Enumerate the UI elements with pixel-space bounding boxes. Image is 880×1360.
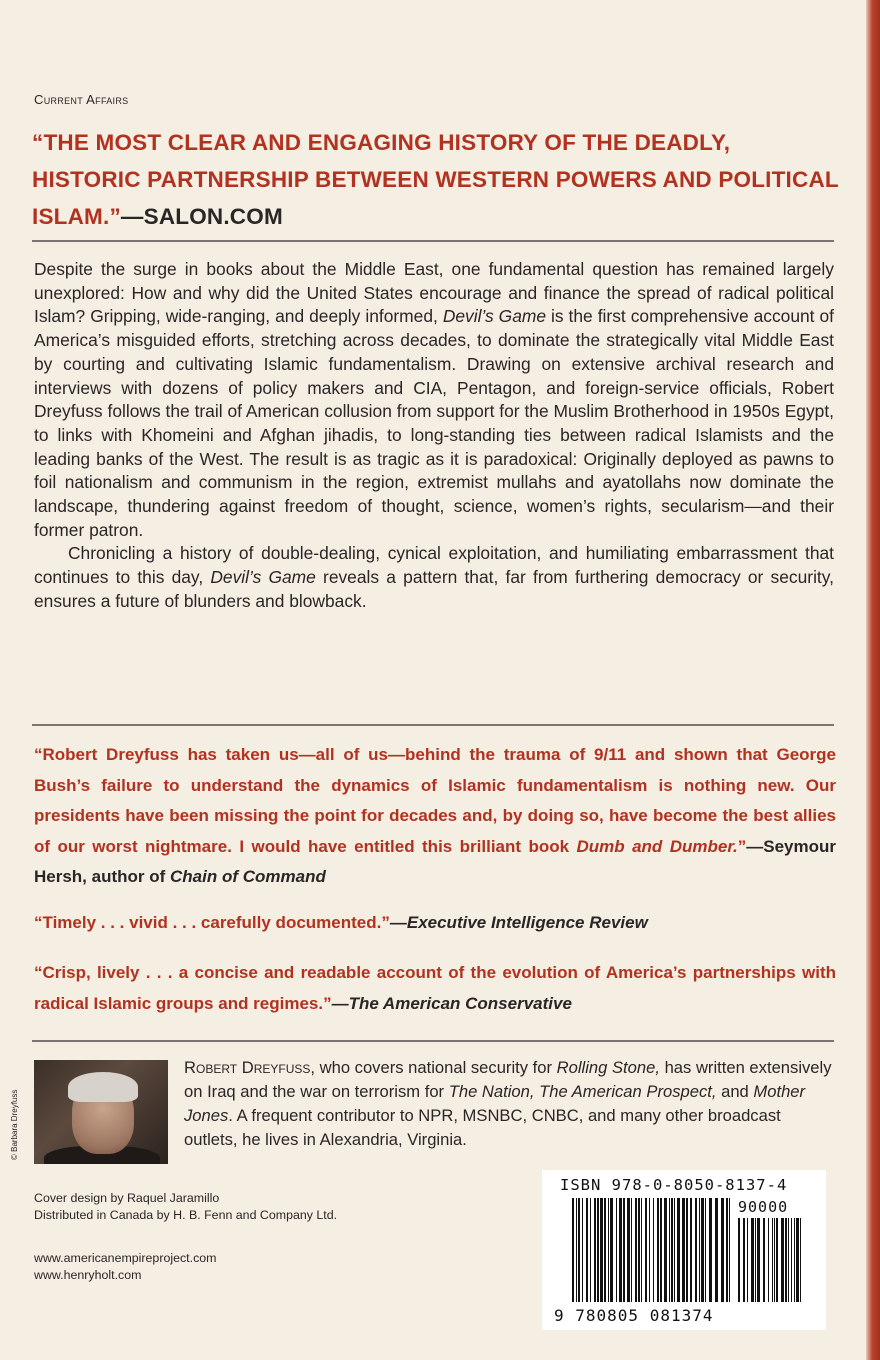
barcode-bar xyxy=(709,1198,712,1302)
headline-text: “THE MOST CLEAR AND ENGAGING HISTORY OF THE DEADLY, HISTORIC PARTNERSHIP BETWEEN WESTERN POWERS AND POLITICAL ISLAM.” xyxy=(32,130,839,229)
barcode-bar xyxy=(590,1198,591,1302)
barcode-bar xyxy=(631,1198,632,1302)
barcode-bar xyxy=(610,1198,613,1302)
barcode-bar xyxy=(671,1198,673,1302)
blurb-title-italic: Dumb and Dumber. xyxy=(576,836,738,856)
divider-rule xyxy=(32,1040,834,1042)
barcode-bar xyxy=(635,1198,637,1302)
headline-quote xyxy=(32,124,844,235)
barcode-addon-bars xyxy=(738,1218,808,1302)
blurb-attribution: — xyxy=(331,993,349,1013)
barcode-bar xyxy=(788,1218,789,1302)
publisher-urls xyxy=(34,1250,216,1284)
barcode-bar xyxy=(794,1218,795,1302)
barcode-bar xyxy=(743,1218,745,1302)
photo-credit: © Barbara Dreyfuss xyxy=(10,1089,19,1160)
barcode-bar xyxy=(699,1198,700,1302)
blurb-text: “Timely . . . vivid . . . carefully documented.” xyxy=(34,913,390,932)
barcode-bar xyxy=(726,1198,728,1302)
bio-publication: Mother Jones xyxy=(184,1082,806,1125)
barcode-bar xyxy=(645,1198,647,1302)
barcode-digits: 9 780805 081374 xyxy=(554,1306,714,1325)
barcode-bar xyxy=(669,1198,670,1302)
barcode-bar xyxy=(768,1218,769,1302)
bio-text: has written extensively on Iraq and the war on terrorism for xyxy=(184,1058,832,1101)
barcode-bar xyxy=(729,1198,730,1302)
book-title-italic: Devil’s Game xyxy=(210,567,316,588)
barcode-bar xyxy=(755,1218,756,1302)
url-empire-project: www.americanempireproject.com xyxy=(34,1251,217,1265)
author-bio xyxy=(184,1056,834,1152)
book-title-italic: Devil’s Game xyxy=(442,306,547,327)
author-name: Robert Dreyfuss, xyxy=(184,1058,315,1077)
blurb-quote xyxy=(34,958,836,1019)
blurb-text: ” xyxy=(737,836,747,856)
barcode-bar xyxy=(582,1198,583,1302)
barcode-bar xyxy=(616,1198,617,1302)
barcode-bar xyxy=(774,1218,775,1302)
blurb-attribution-title: Executive Intelligence Review xyxy=(406,913,648,932)
bio-text: . A frequent contributor to NPR, MSNBC, CNBC, and many other broadcast outlets, he lives in Alexandria, Virginia. xyxy=(184,1106,781,1149)
barcode-bar xyxy=(576,1198,577,1302)
description-text: reveals a pattern that, far from furthering democracy or security, ensures a future of blunders and blowback. xyxy=(34,567,834,611)
blurb-attribution: —Seymour Hersh, author of xyxy=(34,836,836,887)
barcode-bar xyxy=(586,1198,588,1302)
barcode-bar xyxy=(649,1198,650,1302)
barcode-bar xyxy=(623,1198,625,1302)
barcode-bar xyxy=(619,1198,622,1302)
barcode-bar xyxy=(578,1198,580,1302)
barcode-bar xyxy=(757,1218,760,1302)
divider-rule xyxy=(32,240,834,242)
barcode-bar xyxy=(604,1198,606,1302)
description-text: is the first comprehensive account of America’s misguided efforts, stretching across decades, to dominate the strategically vital Middle East by courting and cultivating Islamic fundamentalism. Drawing on extensive archival research and interviews with dozens of policy makers and CIA, Pentagon, and foreign-service officials, Robert Dreyfuss follows the trail of American collusion from support for the Muslim Brotherhood in 1950s Egypt, to links with Khomeini and Afghan jihadis, to long-standing ties between radical Islamists and the leading banks of the West. The result is as tragic as it is paradoxical: Originally deployed as pawns to foil nationalism and communism in the region, extremist mullahs and ayatollahs now dominate the landscape, thundering against freedom of thought, science, women’s rights, secularism—and their former patron. xyxy=(34,306,834,540)
headline-source: —SALON.COM xyxy=(120,204,283,229)
blurb-attribution-title: Chain of Command xyxy=(170,867,326,887)
barcode-bar xyxy=(572,1198,574,1302)
distribution-credit: Distributed in Canada by H. B. Fenn and Company Ltd. xyxy=(34,1208,338,1222)
description-text: Chronicling a history of double-dealing, cynical exploitation, and humiliating embarrassment that continues to this day, xyxy=(34,543,834,588)
barcode-bar xyxy=(738,1218,740,1302)
bio-publication: Rolling Stone, xyxy=(556,1058,660,1077)
barcode-bar xyxy=(682,1198,685,1302)
barcode-bar xyxy=(674,1198,675,1302)
divider-rule xyxy=(32,724,834,726)
barcode-bar xyxy=(638,1198,640,1302)
description-paragraph xyxy=(34,258,834,542)
isbn-label: ISBN 978-0-8050-8137-4 xyxy=(560,1176,788,1194)
barcode-bar xyxy=(800,1218,801,1302)
barcode-bar xyxy=(763,1218,765,1302)
cover-design-credit: Cover design by Raquel Jaramillo xyxy=(34,1191,220,1205)
barcode-bar xyxy=(781,1218,784,1302)
barcode-bar xyxy=(695,1198,697,1302)
barcode-bar xyxy=(627,1198,630,1302)
bio-publication: The Nation, The American Prospect, xyxy=(448,1082,717,1101)
barcode-bar xyxy=(785,1218,787,1302)
blurb-quote xyxy=(34,908,836,939)
barcode-bar xyxy=(705,1198,706,1302)
barcode-bar xyxy=(677,1198,680,1302)
url-henry-holt: www.henryholt.com xyxy=(34,1268,142,1282)
barcode-bar xyxy=(686,1198,688,1302)
barcode-bar xyxy=(690,1198,692,1302)
price-code: 90000 xyxy=(738,1198,789,1216)
spine-edge xyxy=(866,0,880,1360)
barcode-bar xyxy=(701,1198,704,1302)
barcode-bar xyxy=(721,1198,724,1302)
barcode-bar xyxy=(791,1218,792,1302)
bio-text: and xyxy=(716,1082,754,1101)
barcode-bar xyxy=(747,1218,748,1302)
barcode-bar xyxy=(594,1198,596,1302)
category-label: Current Affairs xyxy=(34,92,129,107)
blurb-text: “Crisp, lively . . . a concise and readable account of the evolution of America’s partnerships with radical Islamic groups and regimes.” xyxy=(34,963,836,1013)
blurb-text: “Robert Dreyfuss has taken us—all of us—behind the trauma of 9/11 and shown that George Bush’s failure to understand the dynamics of Islamic fundamentalism is nothing new. Our presidents have been missing the point for decades and, by doing so, have become the best allies of our worst nightmare. I would have entitled this brilliant book xyxy=(34,745,836,856)
description-text: Despite the surge in books about the Middle East, one fundamental question has remained largely unexplored: How and why did the United States encourage and finance the spread of radical political Islam? Gripping, wide-ranging, and deeply informed, xyxy=(34,259,834,327)
barcode-bar xyxy=(660,1198,662,1302)
author-photo xyxy=(34,1060,168,1164)
barcode-bar xyxy=(653,1198,654,1302)
description-paragraph xyxy=(34,542,834,613)
barcode-box xyxy=(542,1170,826,1330)
barcode-bar xyxy=(751,1218,754,1302)
production-credits xyxy=(34,1190,337,1224)
barcode-bar xyxy=(796,1218,799,1302)
barcode-bar xyxy=(641,1198,642,1302)
barcode-bar xyxy=(597,1198,599,1302)
barcode-bar xyxy=(664,1198,667,1302)
barcode-bar xyxy=(608,1198,609,1302)
bio-text: who covers national security for xyxy=(315,1058,557,1077)
barcode-main-bars xyxy=(572,1198,732,1302)
book-description xyxy=(34,258,834,614)
barcode-bar xyxy=(776,1218,778,1302)
blurb-quote xyxy=(34,740,836,893)
photo-hair xyxy=(68,1072,138,1102)
barcode-bar xyxy=(657,1198,659,1302)
barcode-bar xyxy=(600,1198,603,1302)
blurb-attribution: — xyxy=(389,913,407,932)
barcode-bar xyxy=(772,1218,773,1302)
blurb-attribution-title: The American Conservative xyxy=(348,993,572,1013)
barcode-bar xyxy=(715,1198,718,1302)
